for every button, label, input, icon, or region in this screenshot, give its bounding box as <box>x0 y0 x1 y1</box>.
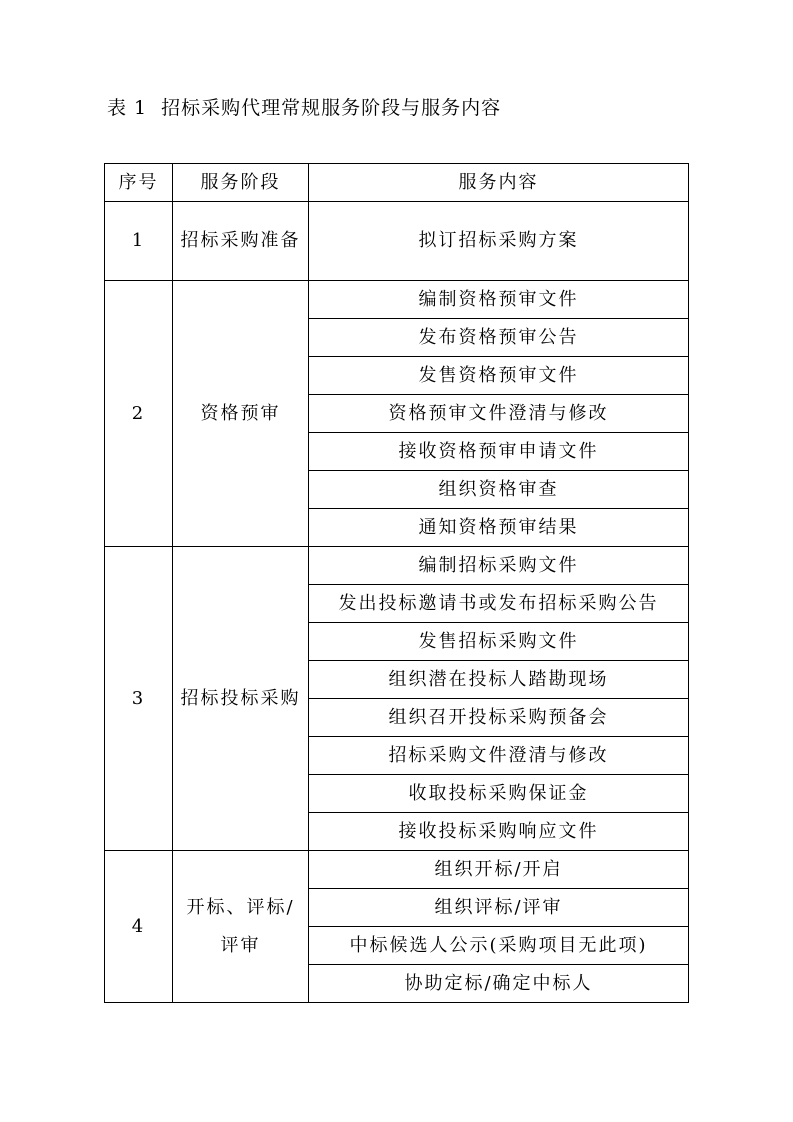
content-cell: 组织开标/开启 <box>309 851 689 889</box>
content-cell: 组织评标/评审 <box>309 889 689 927</box>
caption-number: 表 1 <box>107 97 148 119</box>
content-cell: 收取投标采购保证金 <box>309 775 689 813</box>
row-number: 1 <box>105 202 173 281</box>
table-row <box>105 202 689 281</box>
row-number: 4 <box>105 851 173 1003</box>
header-stage: 服务阶段 <box>173 164 309 202</box>
content-cell: 组织召开投标采购预备会 <box>309 699 689 737</box>
header-row <box>105 164 689 202</box>
content-cell: 接收投标采购响应文件 <box>309 813 689 851</box>
header-no: 序号 <box>105 164 173 202</box>
content-cell: 资格预审文件澄清与修改 <box>309 395 689 433</box>
table-caption <box>107 93 501 120</box>
content-cell: 组织资格审查 <box>309 471 689 509</box>
stage-cell: 资格预审 <box>173 281 309 547</box>
service-table <box>104 163 689 1003</box>
row-number: 2 <box>105 281 173 547</box>
content-cell: 组织潜在投标人踏勘现场 <box>309 661 689 699</box>
content-cell: 通知资格预审结果 <box>309 509 689 547</box>
content-cell: 编制资格预审文件 <box>309 281 689 319</box>
table-row <box>105 851 689 889</box>
content-cell: 招标采购文件澄清与修改 <box>309 737 689 775</box>
content-cell: 发布资格预审公告 <box>309 319 689 357</box>
content-cell: 发售资格预审文件 <box>309 357 689 395</box>
stage-cell: 开标、评标/评审 <box>173 851 309 1003</box>
caption-title: 招标采购代理常规服务阶段与服务内容 <box>161 97 502 119</box>
content-cell: 发售招标采购文件 <box>309 623 689 661</box>
content-cell: 接收资格预审申请文件 <box>309 433 689 471</box>
content-cell: 编制招标采购文件 <box>309 547 689 585</box>
stage-cell: 招标投标采购 <box>173 547 309 851</box>
content-cell: 中标候选人公示(采购项目无此项) <box>309 927 689 965</box>
content-cell: 拟订招标采购方案 <box>309 202 689 281</box>
table-row <box>105 281 689 319</box>
content-cell: 发出投标邀请书或发布招标采购公告 <box>309 585 689 623</box>
row-number: 3 <box>105 547 173 851</box>
table-row <box>105 547 689 585</box>
content-cell: 协助定标/确定中标人 <box>309 965 689 1003</box>
header-content: 服务内容 <box>309 164 689 202</box>
stage-cell: 招标采购准备 <box>173 202 309 281</box>
